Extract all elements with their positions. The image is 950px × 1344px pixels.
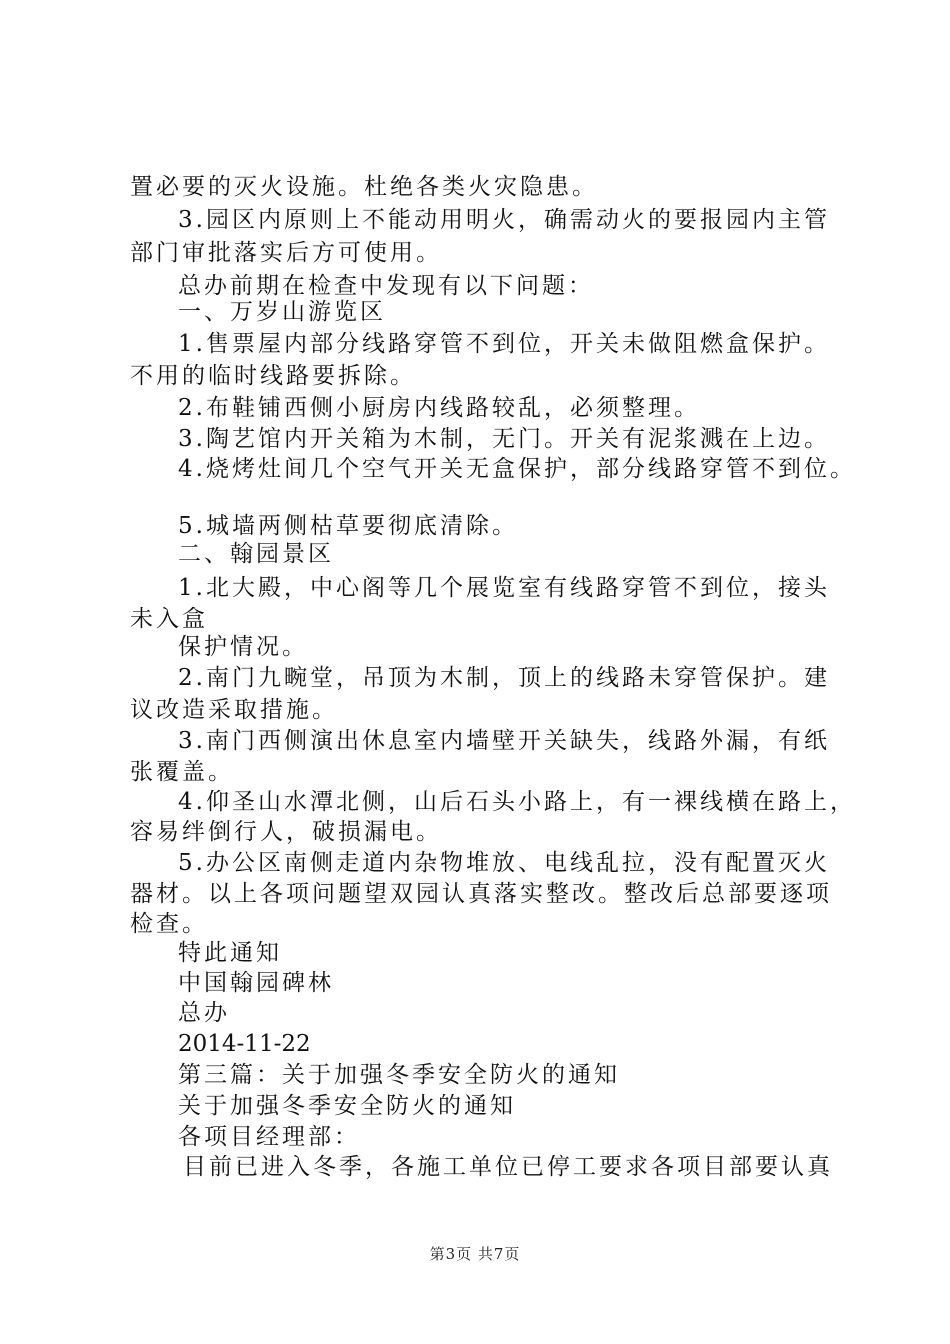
page-number-footer: 第3页 共7页: [429, 1245, 521, 1263]
signature-date: 2014-11-22: [178, 1031, 311, 1057]
text-line: 3.陶艺馆内开关箱为木制，无门。开关有泥浆溅在上边。: [178, 426, 830, 452]
text-line: 容易绊倒行人，破损漏电。: [130, 819, 442, 845]
text-line: 5.办公区南侧走道内杂物堆放、电线乱拉，没有配置灭火: [178, 850, 830, 876]
text-line: 目前已进入冬季，各施工单位已停工要求各项目部要认真: [183, 1154, 833, 1180]
text-line: 3.园区内原则上不能动用明火，确需动火的要报园内主管: [178, 207, 830, 233]
text-line: 4.烧烤灶间几个空气开关无盒保护，部分线路穿管不到位。: [178, 456, 856, 482]
text-line: 张覆盖。: [130, 759, 234, 785]
text-line: 检查。: [130, 911, 208, 937]
salutation: 各项目经理部：: [178, 1124, 360, 1150]
text-line: 3.南门西侧演出休息室内墙壁开关缺失，线路外漏，有纸: [178, 728, 830, 754]
text-line: 部门审批落实后方可使用。: [130, 240, 442, 266]
signature-organization: 中国翰园碑林: [178, 970, 334, 996]
text-line: 1.售票屋内部分线路穿管不到位，开关未做阻燃盒保护。: [178, 331, 830, 357]
article-heading: 第三篇：关于加强冬季安全防火的通知: [178, 1062, 620, 1088]
text-line: 未入盒: [130, 606, 208, 632]
section-heading: 二、翰园景区: [178, 541, 334, 567]
section-heading: 一、万岁山游览区: [178, 299, 386, 325]
text-line: 5.城墙两侧枯草要彻底清除。: [178, 513, 518, 539]
text-line: 1.北大殿，中心阁等几个展览室有线路穿管不到位，接头: [178, 575, 830, 601]
text-line: 2.南门九畹堂，吊顶为木制，顶上的线路未穿管保护。建: [178, 665, 830, 691]
text-line: 总办前期在检查中发现有以下问题：: [178, 273, 594, 299]
closing-line: 特此通知: [178, 940, 282, 966]
text-line: 保护情况。: [178, 634, 308, 660]
text-line: 议改造采取措施。: [130, 697, 338, 723]
text-line: 4.仰圣山水潭北侧，山后石头小路上，有一裸线横在路上，: [178, 789, 856, 815]
signature-department: 总办: [178, 1000, 230, 1026]
article-title: 关于加强冬季安全防火的通知: [178, 1093, 516, 1119]
text-line: 2.布鞋铺西侧小厨房内线路较乱，必须整理。: [178, 395, 700, 421]
text-line: 置必要的灭火设施。杜绝各类火灾隐患。: [130, 174, 598, 200]
text-line: 不用的临时线路要拆除。: [130, 363, 416, 389]
text-line: 器材。以上各项问题望双园认真落实整改。整改后总部要逐项: [130, 881, 832, 907]
